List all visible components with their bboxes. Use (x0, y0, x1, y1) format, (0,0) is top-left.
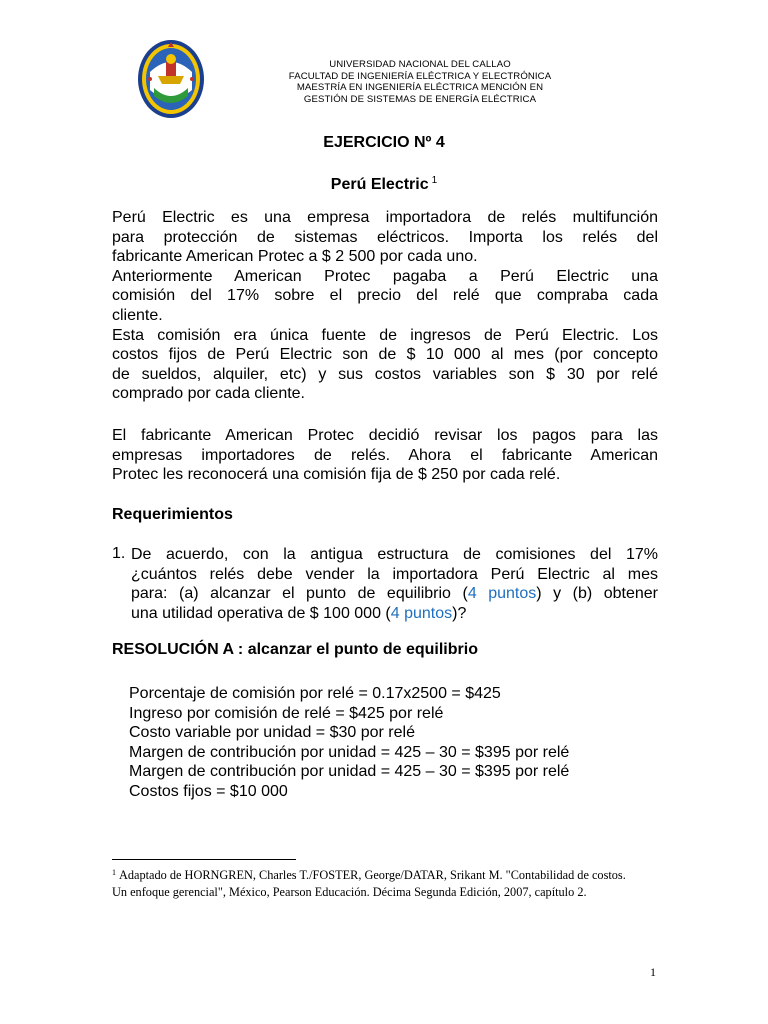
requirement-line-1: De acuerdo, con la antigua estructura de comisiones del 17% (131, 546, 658, 563)
requirements-heading: Requerimientos (112, 506, 233, 523)
calc-line: Porcentaje de comisión por relé = 0.17x2500 = $425 (129, 685, 501, 702)
footnote-reference: 1 (431, 175, 438, 186)
intro-p1-line-1: Perú Electric es una empresa importadora de relés multifunción (112, 209, 658, 226)
points-label-b: 4 puntos (390, 604, 453, 622)
exercise-title: EJERCICIO Nº 4 (323, 134, 445, 151)
intro-p4-line-1: El fabricante American Protec decidió revisar los pagos para las (112, 427, 658, 444)
requirement-text (131, 545, 658, 623)
subtitle-text: Perú Electric (330, 176, 429, 193)
requirement-line-4 (131, 604, 658, 624)
university-seal-icon (136, 38, 206, 120)
footnote (112, 864, 660, 901)
req-line3-b: ) y (b) obtener (536, 585, 658, 603)
points-label-a: 4 puntos (467, 585, 537, 603)
intro-p3-line-2: costos fijos de Perú Electric son de $ 10 000 al mes (por concepto (112, 346, 658, 364)
intro-p1-line-3: fabricante American Protec a $ 2 500 por cada uno. (112, 248, 478, 266)
footnote-mark: 1 (112, 868, 116, 877)
intro-p4-line-3: Protec les reconocerá una comisión fija de $ 250 por cada relé. (112, 466, 561, 484)
exercise-subtitle (0, 175, 768, 194)
intro-paragraph-4 (112, 426, 658, 485)
intro-p3-line-1: Esta comisión era única fuente de ingresos de Perú Electric. Los (112, 326, 658, 344)
resolution-calculations (129, 684, 569, 802)
intro-p2-line-1: Anteriormente American Protec pagaba a Perú Electric una (112, 267, 658, 285)
calc-line: Margen de contribución por unidad = 425 – 30 = $395 por relé (129, 743, 570, 761)
footnote-divider (112, 859, 296, 860)
requirement-line-3 (131, 584, 658, 604)
intro-p3-line-4: comprado por cada cliente. (112, 385, 305, 403)
intro-p3-line-3: de sueldos, alquiler, etc) y sus costos variables son $ 30 por relé (112, 365, 658, 383)
req-line3-a: para: (a) alcanzar el punto de equilibrio ( (131, 585, 468, 603)
intro-p1-line-2: para protección de sistemas eléctricos. Importa los relés del (112, 228, 658, 246)
intro-p2-line-3: cliente. (112, 306, 163, 324)
req-line4-a: una utilidad operativa de $ 100 000 ( (131, 604, 391, 622)
requirement-line-2: ¿cuántos relés debe vender la importadora Perú Electric al mes (131, 565, 658, 583)
calc-line: Costo variable por unidad = $30 por relé (129, 724, 415, 742)
header-line-faculty: FACULTAD DE INGENIERÍA ELÉCTRICA Y ELECTRÓNICA (288, 70, 552, 82)
intro-p2-line-2: comisión del 17% sobre el precio del relé que compraba cada (112, 287, 658, 305)
req-line4-b: )? (452, 604, 467, 622)
calc-line: Margen de contribución por unidad = 425 – 30 = $395 por relé (129, 763, 570, 781)
requirement-number: 1. (112, 545, 126, 562)
header-line-masters: MAESTRÍA EN INGENIERÍA ELÉCTRICA MENCIÓN EN (296, 82, 544, 93)
page-number: 1 (650, 965, 656, 979)
footnote-line-2: Un enfoque gerencial", México, Pearson Educación. Décima Segunda Edición, 2007, capítulo 2. (112, 885, 587, 899)
footnote-line-1 (112, 864, 660, 884)
calc-line: Costos fijos = $10 000 (129, 782, 288, 800)
header-line-university: UNIVERSIDAD NACIONAL DEL CALLAO (329, 59, 511, 70)
resolution-heading: RESOLUCIÓN A : alcanzar el punto de equilibrio (112, 641, 478, 658)
intro-p4-line-2: empresas importadores de relés. Ahora el fabricante American (112, 446, 658, 464)
university-header (210, 59, 630, 105)
footnote-text-1: Adaptado de HORNGREN, Charles T./FOSTER, George/DATAR, Srikant M. "Contabilidad de costos. (119, 868, 626, 882)
calc-line: Ingreso por comisión de relé = $425 por relé (129, 704, 444, 722)
intro-paragraphs (112, 208, 658, 404)
header-line-management: GESTIÓN DE SISTEMAS DE ENERGÍA ELÉCTRICA (303, 93, 537, 105)
